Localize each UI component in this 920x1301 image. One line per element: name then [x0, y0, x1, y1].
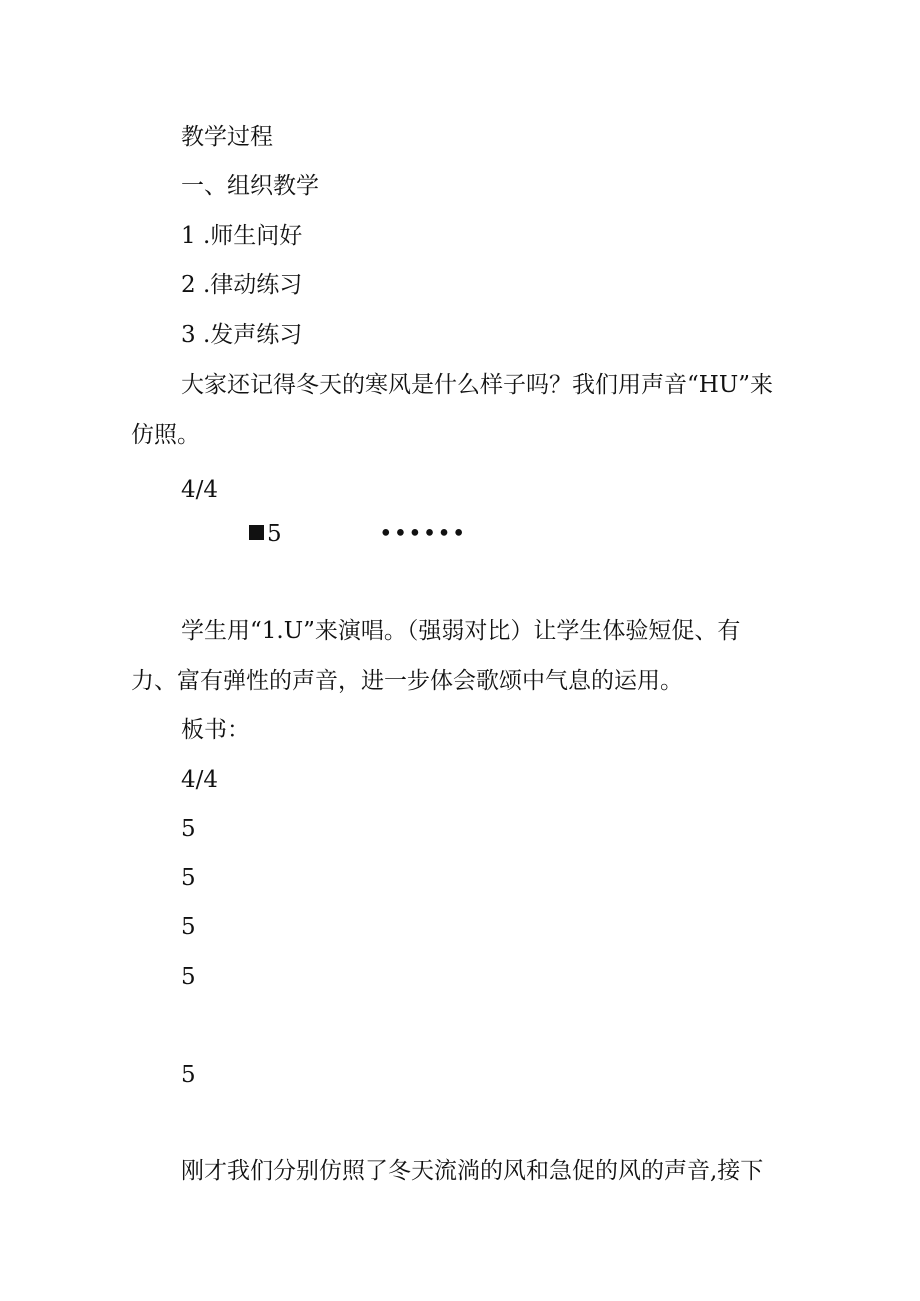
- heading-teaching-process: 教学过程: [181, 124, 273, 150]
- board-note: 5: [181, 865, 196, 891]
- list-item-vocal: 3 .发声练习: [181, 322, 303, 348]
- board-note: 5: [181, 914, 196, 940]
- section-title-organize: 一、组织教学: [181, 173, 319, 199]
- board-note: 5: [181, 816, 196, 842]
- paragraph-wind-line2: 仿照。: [131, 422, 200, 448]
- paragraph-transition-line1: 刚才我们分别仿照了冬天流淌的风和急促的风的声音,接下: [181, 1158, 764, 1184]
- square-mark-icon: [249, 525, 264, 540]
- paragraph-students-line2: 力、富有弹性的声音，进一步体会歌颂中气息的运用。: [131, 668, 683, 694]
- list-item-rhythm: 2 .律动练习: [181, 272, 303, 298]
- notation-dots: ••••••: [379, 521, 467, 547]
- board-note: 5: [181, 1062, 196, 1088]
- list-item-greeting: 1 .师生问好: [181, 223, 303, 249]
- paragraph-wind-line1: 大家还记得冬天的寒风是什么样子吗？我们用声音“HU”来: [181, 372, 773, 398]
- paragraph-students-line1: 学生用“1.U”来演唱。（强弱对比）让学生体验短促、有: [181, 618, 741, 644]
- time-signature-1: 4/4: [181, 477, 219, 503]
- board-label: 板书：: [181, 717, 250, 743]
- time-signature-2: 4/4: [181, 767, 219, 793]
- notation-row: [181, 520, 601, 548]
- board-note: 5: [181, 964, 196, 990]
- notation-note: 5: [267, 521, 282, 547]
